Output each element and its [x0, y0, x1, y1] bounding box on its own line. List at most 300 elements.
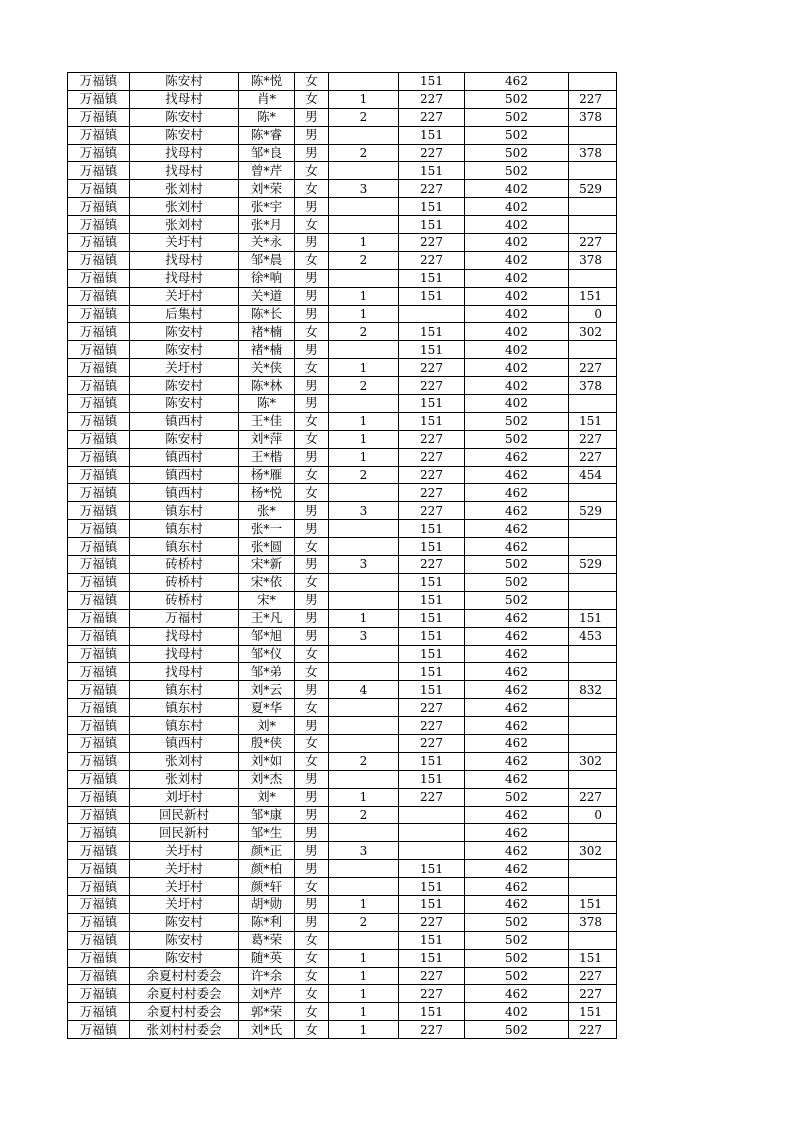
amount-a-cell: 151	[399, 538, 465, 556]
amount-b-cell: 402	[465, 287, 569, 305]
amount-a-cell: 227	[399, 788, 465, 806]
town-cell: 万福镇	[68, 663, 130, 681]
gender-cell: 男	[295, 913, 329, 931]
town-cell: 万福镇	[68, 591, 130, 609]
amount-b-cell: 402	[465, 377, 569, 395]
name-cell: 徐*响	[239, 269, 295, 287]
name-cell: 褚*楠	[239, 341, 295, 359]
total-cell	[569, 573, 617, 591]
name-cell: 邹*弟	[239, 663, 295, 681]
total-cell: 529	[569, 502, 617, 520]
total-cell	[569, 395, 617, 413]
name-cell: 陈*利	[239, 913, 295, 931]
town-cell: 万福镇	[68, 323, 130, 341]
gender-cell: 男	[295, 842, 329, 860]
town-cell: 万福镇	[68, 949, 130, 967]
village-cell: 找母村	[130, 251, 239, 269]
amount-b-cell: 462	[465, 645, 569, 663]
total-cell	[569, 699, 617, 717]
name-cell: 邹*生	[239, 824, 295, 842]
village-cell: 陈安村	[130, 341, 239, 359]
town-cell: 万福镇	[68, 913, 130, 931]
table-row	[68, 251, 617, 269]
village-cell: 镇西村	[130, 734, 239, 752]
gender-cell: 女	[295, 949, 329, 967]
table-row	[68, 430, 617, 448]
town-cell: 万福镇	[68, 681, 130, 699]
village-cell: 张刘村	[130, 770, 239, 788]
table-row	[68, 770, 617, 788]
name-cell: 葛*荣	[239, 931, 295, 949]
amount-a-cell: 227	[399, 144, 465, 162]
gender-cell: 男	[295, 198, 329, 216]
name-cell: 郭*荣	[239, 1003, 295, 1021]
table-row	[68, 520, 617, 538]
amount-b-cell: 502	[465, 788, 569, 806]
village-cell: 镇西村	[130, 448, 239, 466]
town-cell: 万福镇	[68, 556, 130, 574]
count-cell	[329, 538, 399, 556]
total-cell	[569, 484, 617, 502]
gender-cell: 女	[295, 180, 329, 198]
village-cell: 刘圩村	[130, 788, 239, 806]
village-cell: 陈安村	[130, 931, 239, 949]
total-cell	[569, 824, 617, 842]
gender-cell: 男	[295, 234, 329, 252]
table-row	[68, 895, 617, 913]
gender-cell: 女	[295, 878, 329, 896]
amount-b-cell: 462	[465, 806, 569, 824]
total-cell: 151	[569, 609, 617, 627]
village-cell: 陈安村	[130, 126, 239, 144]
gender-cell: 男	[295, 144, 329, 162]
village-cell: 关圩村	[130, 287, 239, 305]
town-cell: 万福镇	[68, 717, 130, 735]
count-cell	[329, 484, 399, 502]
table-row	[68, 126, 617, 144]
village-cell: 镇东村	[130, 699, 239, 717]
count-cell	[329, 860, 399, 878]
table-row	[68, 878, 617, 896]
total-cell: 453	[569, 627, 617, 645]
town-cell: 万福镇	[68, 144, 130, 162]
village-cell: 万福村	[130, 609, 239, 627]
count-cell: 1	[329, 1003, 399, 1021]
gender-cell: 男	[295, 269, 329, 287]
village-cell: 陈安村	[130, 73, 239, 91]
name-cell: 张*宇	[239, 198, 295, 216]
village-cell: 陈安村	[130, 323, 239, 341]
town-cell: 万福镇	[68, 770, 130, 788]
village-cell: 余夏村村委会	[130, 967, 239, 985]
table-row	[68, 931, 617, 949]
town-cell: 万福镇	[68, 466, 130, 484]
amount-b-cell: 502	[465, 967, 569, 985]
table-row	[68, 377, 617, 395]
amount-a-cell: 227	[399, 377, 465, 395]
amount-a-cell	[399, 806, 465, 824]
town-cell: 万福镇	[68, 699, 130, 717]
amount-a-cell: 151	[399, 269, 465, 287]
amount-b-cell: 462	[465, 770, 569, 788]
gender-cell: 男	[295, 448, 329, 466]
total-cell	[569, 126, 617, 144]
amount-a-cell: 151	[399, 931, 465, 949]
name-cell: 宋*	[239, 591, 295, 609]
gender-cell: 男	[295, 305, 329, 323]
count-cell: 2	[329, 913, 399, 931]
town-cell: 万福镇	[68, 377, 130, 395]
village-cell: 陈安村	[130, 377, 239, 395]
name-cell: 邹*旭	[239, 627, 295, 645]
amount-b-cell: 402	[465, 305, 569, 323]
amount-a-cell: 227	[399, 717, 465, 735]
gender-cell: 男	[295, 788, 329, 806]
amount-b-cell: 402	[465, 269, 569, 287]
name-cell: 刘*	[239, 717, 295, 735]
amount-b-cell: 502	[465, 931, 569, 949]
amount-b-cell: 502	[465, 126, 569, 144]
count-cell: 3	[329, 180, 399, 198]
amount-b-cell: 502	[465, 162, 569, 180]
gender-cell: 男	[295, 681, 329, 699]
amount-a-cell: 227	[399, 1021, 465, 1039]
amount-b-cell: 462	[465, 842, 569, 860]
amount-b-cell: 502	[465, 144, 569, 162]
count-cell	[329, 395, 399, 413]
total-cell: 227	[569, 359, 617, 377]
table-row	[68, 216, 617, 234]
name-cell: 刘*	[239, 788, 295, 806]
village-cell: 陈安村	[130, 108, 239, 126]
count-cell: 1	[329, 895, 399, 913]
table-row	[68, 305, 617, 323]
count-cell: 3	[329, 556, 399, 574]
gender-cell: 女	[295, 645, 329, 663]
count-cell: 1	[329, 967, 399, 985]
table-row	[68, 645, 617, 663]
total-cell	[569, 73, 617, 91]
gender-cell: 女	[295, 162, 329, 180]
name-cell: 张*月	[239, 216, 295, 234]
town-cell: 万福镇	[68, 448, 130, 466]
total-cell: 151	[569, 287, 617, 305]
total-cell	[569, 878, 617, 896]
gender-cell: 女	[295, 985, 329, 1003]
village-cell: 镇东村	[130, 502, 239, 520]
gender-cell: 男	[295, 520, 329, 538]
count-cell: 2	[329, 323, 399, 341]
amount-a-cell: 227	[399, 430, 465, 448]
count-cell	[329, 717, 399, 735]
gender-cell: 女	[295, 359, 329, 377]
count-cell: 4	[329, 681, 399, 699]
town-cell: 万福镇	[68, 806, 130, 824]
table-row	[68, 269, 617, 287]
name-cell: 邹*康	[239, 806, 295, 824]
amount-b-cell: 462	[465, 878, 569, 896]
village-cell: 陈安村	[130, 949, 239, 967]
name-cell: 张*一	[239, 520, 295, 538]
town-cell: 万福镇	[68, 395, 130, 413]
table-row	[68, 824, 617, 842]
amount-a-cell: 151	[399, 287, 465, 305]
table-row	[68, 627, 617, 645]
total-cell: 302	[569, 842, 617, 860]
name-cell: 陈*悦	[239, 73, 295, 91]
count-cell: 3	[329, 627, 399, 645]
amount-a-cell: 227	[399, 556, 465, 574]
amount-b-cell: 502	[465, 90, 569, 108]
town-cell: 万福镇	[68, 269, 130, 287]
table-row	[68, 967, 617, 985]
amount-a-cell: 151	[399, 395, 465, 413]
amount-a-cell: 151	[399, 216, 465, 234]
table-row	[68, 162, 617, 180]
name-cell: 曾*芹	[239, 162, 295, 180]
gender-cell: 男	[295, 395, 329, 413]
amount-a-cell: 227	[399, 180, 465, 198]
amount-a-cell	[399, 824, 465, 842]
count-cell: 1	[329, 609, 399, 627]
village-cell: 张刘村村委会	[130, 1021, 239, 1039]
village-cell: 余夏村村委会	[130, 1003, 239, 1021]
town-cell: 万福镇	[68, 627, 130, 645]
name-cell: 陈*睿	[239, 126, 295, 144]
village-cell: 镇西村	[130, 484, 239, 502]
name-cell: 夏*华	[239, 699, 295, 717]
count-cell	[329, 269, 399, 287]
amount-a-cell: 227	[399, 502, 465, 520]
town-cell: 万福镇	[68, 484, 130, 502]
town-cell: 万福镇	[68, 520, 130, 538]
amount-a-cell: 151	[399, 323, 465, 341]
count-cell	[329, 878, 399, 896]
name-cell: 陈*长	[239, 305, 295, 323]
amount-a-cell: 151	[399, 663, 465, 681]
amount-a-cell: 151	[399, 520, 465, 538]
total-cell: 227	[569, 234, 617, 252]
amount-b-cell: 462	[465, 699, 569, 717]
village-cell: 镇东村	[130, 681, 239, 699]
amount-a-cell: 227	[399, 734, 465, 752]
town-cell: 万福镇	[68, 573, 130, 591]
total-cell: 227	[569, 90, 617, 108]
amount-b-cell: 462	[465, 824, 569, 842]
gender-cell: 女	[295, 967, 329, 985]
town-cell: 万福镇	[68, 502, 130, 520]
name-cell: 许*余	[239, 967, 295, 985]
village-cell: 找母村	[130, 90, 239, 108]
village-cell: 找母村	[130, 663, 239, 681]
amount-a-cell: 227	[399, 967, 465, 985]
amount-b-cell: 462	[465, 717, 569, 735]
name-cell: 关*永	[239, 234, 295, 252]
town-cell: 万福镇	[68, 931, 130, 949]
table-row	[68, 144, 617, 162]
gender-cell: 男	[295, 717, 329, 735]
table-row	[68, 788, 617, 806]
table-row	[68, 412, 617, 430]
count-cell: 1	[329, 949, 399, 967]
name-cell: 邹*晨	[239, 251, 295, 269]
town-cell: 万福镇	[68, 967, 130, 985]
count-cell: 1	[329, 90, 399, 108]
count-cell: 2	[329, 144, 399, 162]
amount-b-cell: 502	[465, 591, 569, 609]
count-cell: 1	[329, 448, 399, 466]
village-cell: 关圩村	[130, 359, 239, 377]
gender-cell: 男	[295, 770, 329, 788]
village-cell: 余夏村村委会	[130, 985, 239, 1003]
amount-a-cell: 227	[399, 251, 465, 269]
gender-cell: 男	[295, 806, 329, 824]
town-cell: 万福镇	[68, 162, 130, 180]
amount-b-cell: 402	[465, 198, 569, 216]
name-cell: 殷*侠	[239, 734, 295, 752]
amount-a-cell	[399, 842, 465, 860]
total-cell	[569, 931, 617, 949]
amount-a-cell: 227	[399, 699, 465, 717]
name-cell: 颜*柏	[239, 860, 295, 878]
amount-b-cell: 502	[465, 913, 569, 931]
town-cell: 万福镇	[68, 734, 130, 752]
amount-b-cell: 462	[465, 484, 569, 502]
amount-b-cell: 402	[465, 251, 569, 269]
table-row	[68, 73, 617, 91]
count-cell: 1	[329, 234, 399, 252]
table-row	[68, 287, 617, 305]
name-cell: 颜*轩	[239, 878, 295, 896]
total-cell: 832	[569, 681, 617, 699]
gender-cell: 女	[295, 734, 329, 752]
count-cell	[329, 341, 399, 359]
table-row	[68, 1003, 617, 1021]
town-cell: 万福镇	[68, 609, 130, 627]
town-cell: 万福镇	[68, 985, 130, 1003]
table-row	[68, 699, 617, 717]
count-cell: 2	[329, 752, 399, 770]
amount-b-cell: 462	[465, 609, 569, 627]
amount-a-cell: 227	[399, 913, 465, 931]
name-cell: 宋*新	[239, 556, 295, 574]
amount-b-cell: 502	[465, 430, 569, 448]
count-cell	[329, 126, 399, 144]
table-row	[68, 913, 617, 931]
table-row	[68, 681, 617, 699]
gender-cell: 女	[295, 430, 329, 448]
total-cell: 378	[569, 377, 617, 395]
amount-a-cell: 227	[399, 484, 465, 502]
name-cell: 胡*勋	[239, 895, 295, 913]
table-row	[68, 949, 617, 967]
gender-cell: 男	[295, 591, 329, 609]
table-row	[68, 734, 617, 752]
gender-cell: 男	[295, 287, 329, 305]
total-cell: 227	[569, 430, 617, 448]
table-row	[68, 538, 617, 556]
town-cell: 万福镇	[68, 895, 130, 913]
village-cell: 关圩村	[130, 234, 239, 252]
table-row	[68, 359, 617, 377]
count-cell	[329, 663, 399, 681]
amount-b-cell: 462	[465, 895, 569, 913]
name-cell: 陈*	[239, 108, 295, 126]
town-cell: 万福镇	[68, 1003, 130, 1021]
town-cell: 万福镇	[68, 126, 130, 144]
name-cell: 王*佳	[239, 412, 295, 430]
count-cell	[329, 520, 399, 538]
table-row	[68, 198, 617, 216]
table-row	[68, 395, 617, 413]
village-cell: 陈安村	[130, 430, 239, 448]
total-cell: 151	[569, 412, 617, 430]
amount-a-cell: 227	[399, 90, 465, 108]
amount-a-cell: 151	[399, 73, 465, 91]
gender-cell: 男	[295, 126, 329, 144]
amount-b-cell: 462	[465, 752, 569, 770]
amount-b-cell: 502	[465, 573, 569, 591]
amount-b-cell: 402	[465, 323, 569, 341]
village-cell: 砖桥村	[130, 591, 239, 609]
table-row	[68, 806, 617, 824]
amount-b-cell: 502	[465, 556, 569, 574]
name-cell: 刘*芹	[239, 985, 295, 1003]
table-row	[68, 341, 617, 359]
count-cell: 1	[329, 1021, 399, 1039]
amount-b-cell: 462	[465, 734, 569, 752]
name-cell: 杨*雁	[239, 466, 295, 484]
name-cell: 王*楷	[239, 448, 295, 466]
total-cell: 227	[569, 448, 617, 466]
village-cell: 找母村	[130, 162, 239, 180]
count-cell	[329, 931, 399, 949]
table-row	[68, 556, 617, 574]
amount-b-cell: 462	[465, 448, 569, 466]
name-cell: 邹*良	[239, 144, 295, 162]
town-cell: 万福镇	[68, 234, 130, 252]
total-cell: 227	[569, 967, 617, 985]
total-cell: 151	[569, 895, 617, 913]
amount-b-cell: 402	[465, 216, 569, 234]
name-cell: 刘*如	[239, 752, 295, 770]
amount-a-cell: 151	[399, 126, 465, 144]
table-row	[68, 663, 617, 681]
name-cell: 王*凡	[239, 609, 295, 627]
village-cell: 镇东村	[130, 520, 239, 538]
village-cell: 关圩村	[130, 878, 239, 896]
gender-cell: 男	[295, 895, 329, 913]
total-cell	[569, 860, 617, 878]
count-cell: 1	[329, 412, 399, 430]
total-cell: 227	[569, 1021, 617, 1039]
amount-b-cell: 462	[465, 520, 569, 538]
amount-a-cell: 151	[399, 573, 465, 591]
name-cell: 刘*荣	[239, 180, 295, 198]
town-cell: 万福镇	[68, 645, 130, 663]
count-cell	[329, 824, 399, 842]
amount-a-cell: 151	[399, 878, 465, 896]
amount-b-cell: 502	[465, 949, 569, 967]
town-cell: 万福镇	[68, 108, 130, 126]
count-cell: 1	[329, 287, 399, 305]
name-cell: 褚*楠	[239, 323, 295, 341]
total-cell	[569, 198, 617, 216]
amount-b-cell: 462	[465, 985, 569, 1003]
total-cell: 227	[569, 788, 617, 806]
town-cell: 万福镇	[68, 842, 130, 860]
gender-cell: 女	[295, 216, 329, 234]
